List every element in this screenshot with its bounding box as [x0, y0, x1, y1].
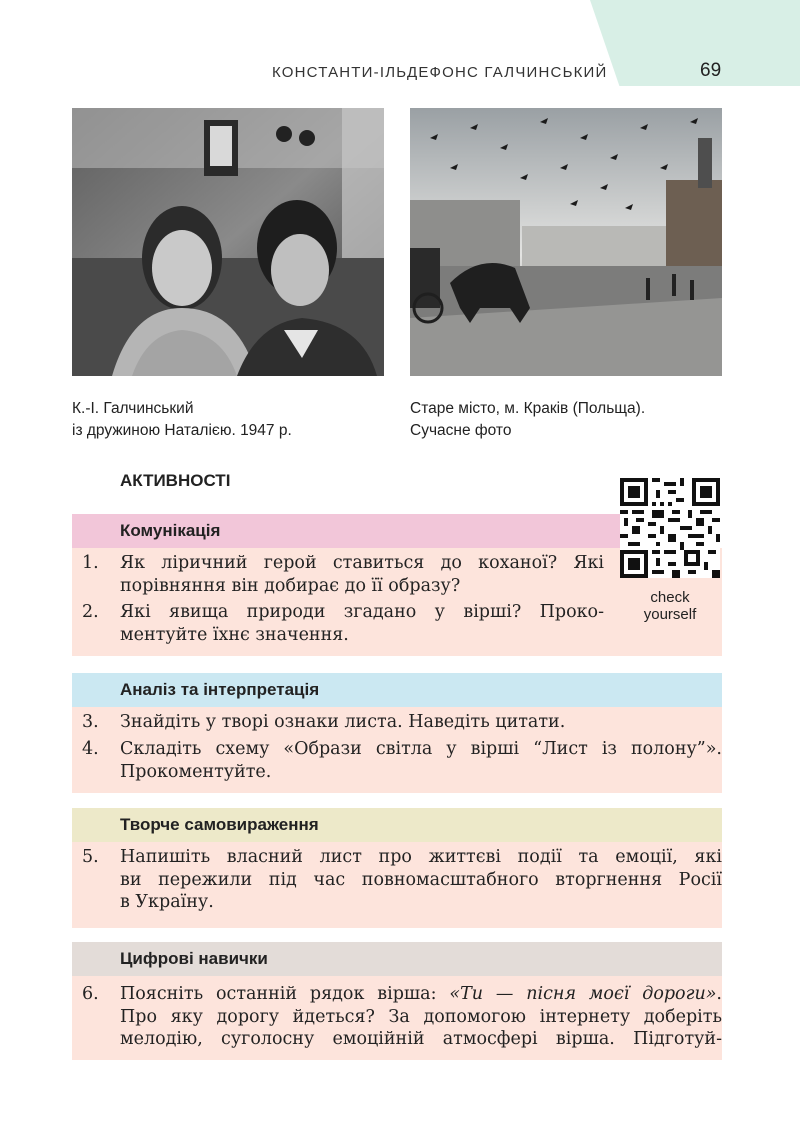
section-title: Комунікація	[120, 521, 221, 540]
question-text-line: Напишіть власний лист про життєві події та емоції, які	[120, 847, 722, 867]
question-text-line: Знайдіть у творі ознаки листа. Наведіть цитати.	[120, 712, 566, 732]
qr-label	[620, 589, 720, 623]
page-corner-tab	[590, 0, 800, 86]
question-text-line: ментуйте їхнє значення.	[120, 624, 349, 645]
question-text-line: в Україну.	[120, 892, 214, 912]
section-body-analysis	[72, 707, 722, 793]
question-number: 6.	[82, 984, 99, 1004]
section-header-analysis	[72, 673, 722, 707]
question-text-line: мелодію, суголосну емоційній атмосфері вірша. Підготуй-	[120, 1029, 722, 1049]
question-text-line: Які явища природи згадано у вірші? Проко-	[120, 602, 604, 622]
photo-galchynsky-with-wife	[72, 108, 384, 376]
question-number: 5.	[82, 847, 99, 867]
caption-line: Старе місто, м. Краків (Польща).	[410, 400, 646, 417]
question-text-line: Прокоментуйте.	[120, 761, 272, 782]
caption-line: К.-І. Галчинський	[72, 400, 194, 417]
question-text-line	[120, 983, 722, 1006]
running-header-title: КОНСТАНТИ-ІЛЬДЕФОНС ГАЛЧИНСЬКИЙ	[272, 64, 608, 81]
caption-line: Сучасне фото	[410, 422, 512, 439]
activities-heading: АКТИВНОСТІ	[120, 471, 231, 490]
photo-caption-right	[410, 398, 645, 442]
question-number: 2.	[82, 602, 99, 622]
section-title: Аналіз та інтерпретація	[120, 680, 320, 699]
question-number: 1.	[82, 553, 99, 573]
question-text-line: ви пережили під час повномасштабного вторгнення Росії	[120, 869, 722, 890]
photo-caption-left	[72, 398, 292, 442]
photo-krakow-old-town	[410, 108, 722, 376]
section-body-creative	[72, 842, 722, 928]
poem-quote: «Ти — пісня моєї дороги»	[449, 984, 717, 1004]
qr-label-line: check	[650, 589, 690, 606]
question-text-part: .	[716, 984, 722, 1004]
caption-line: із дружиною Наталією. 1947 р.	[72, 422, 292, 439]
question-number: 3.	[82, 712, 99, 732]
question-text-line: Як ліричний герой ставиться до коханої? Які	[120, 553, 604, 573]
question-text-line: порівняння він добирає до її образу?	[120, 575, 461, 596]
qr-code-icon[interactable]	[620, 478, 720, 578]
question-number: 4.	[82, 739, 99, 759]
section-title: Творче самовираження	[120, 815, 319, 834]
section-body-digital	[72, 976, 722, 1060]
qr-label-line: yourself	[643, 606, 697, 623]
section-header-digital	[72, 942, 722, 976]
section-header-communication	[72, 514, 620, 548]
page-number: 69	[700, 60, 722, 81]
section-title: Цифрові навички	[120, 949, 268, 968]
question-text-line: Про яку дорогу йдеться? За допомогою інтернету доберіть	[120, 1006, 722, 1027]
section-header-creative	[72, 808, 722, 842]
question-text-part: Поясніть останній рядок вірша:	[120, 984, 450, 1004]
question-text-line: Складіть схему «Образи світла у вірші “Лист із полону”».	[120, 739, 722, 759]
